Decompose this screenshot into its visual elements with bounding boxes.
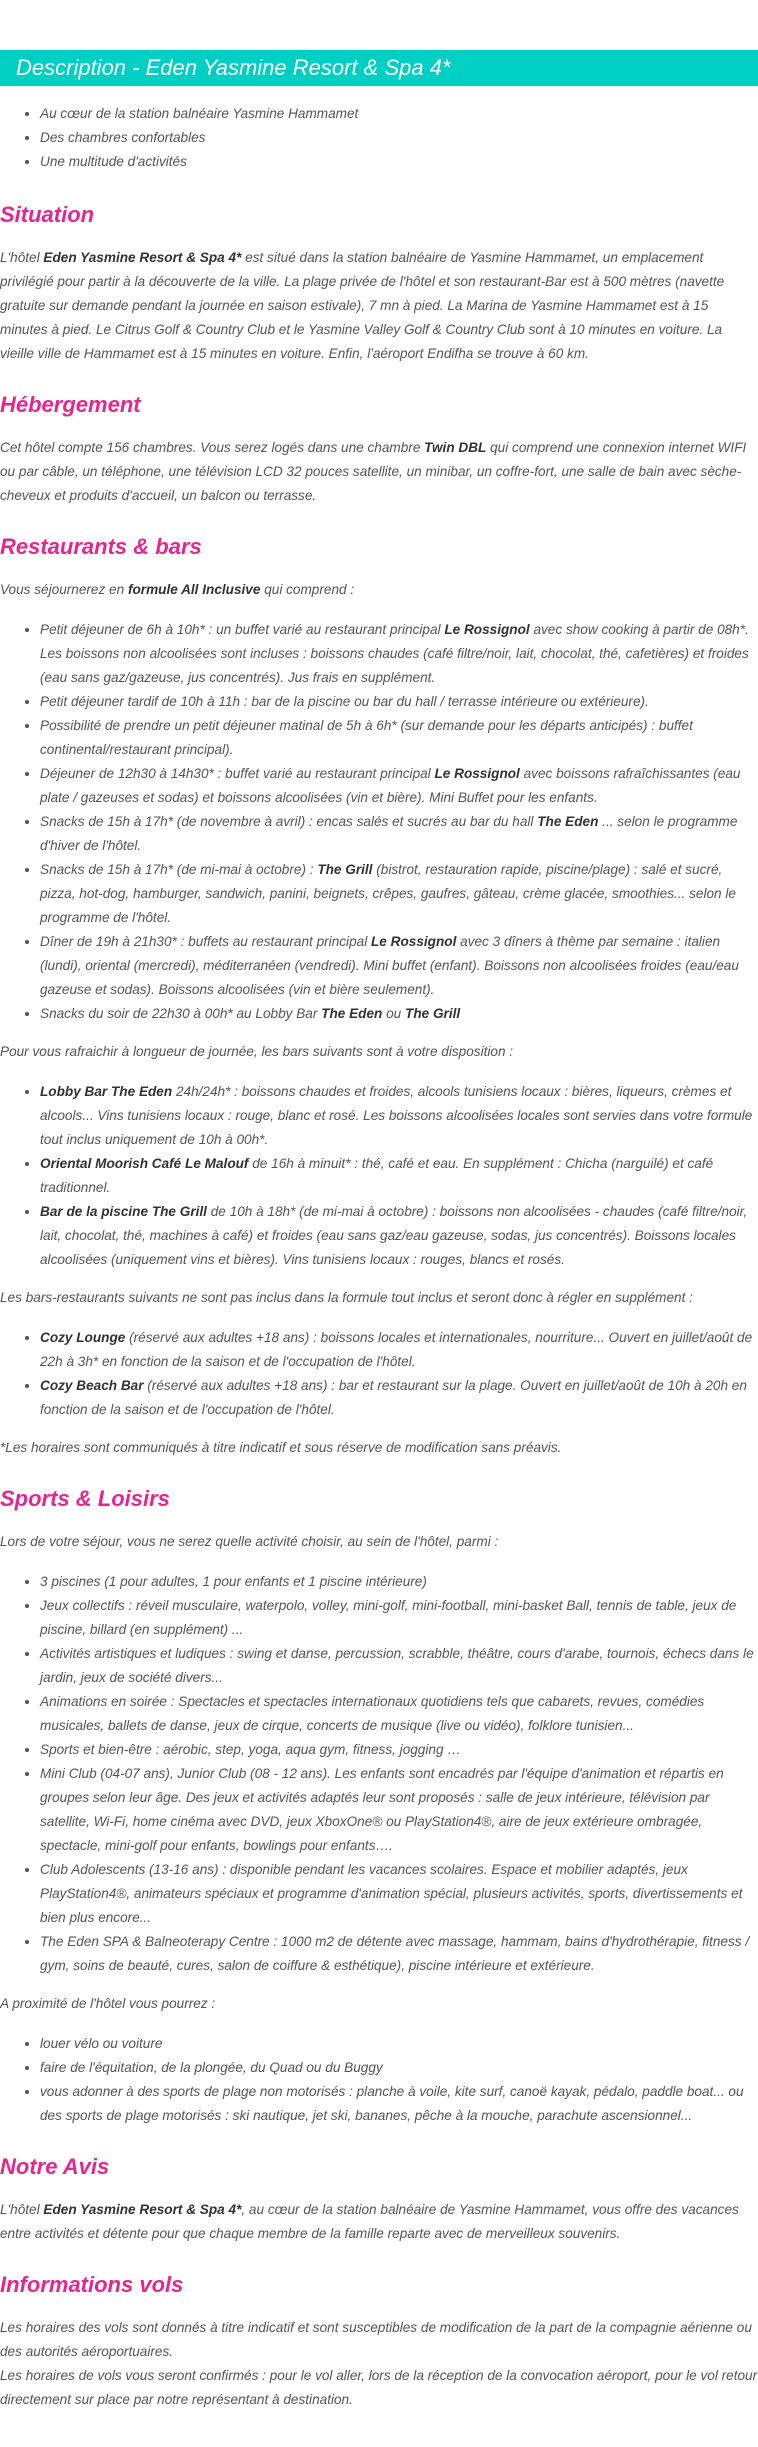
list-item: • Sports et bien-être : aérobic, step, yoga, aqua gym, fitness, jogging … (40, 1738, 758, 1762)
list-item: • Club Adolescents (13-16 ans) : disponible pendant les vacances scolaires. Espace et mobilier adaptés, jeux PlayStation4®, animateurs spéciaux et programme d'animation spécial, plusieurs activités, sports, divertissements et bien plus encore... (40, 1858, 758, 1930)
list-item: • 3 piscines (1 pour adultes, 1 pour enfants et 1 piscine intérieure) (40, 1570, 758, 1594)
list-item: • Déjeuner de 12h30 à 14h30* : buffet varié au restaurant principal Le Rossignol avec boissons rafraîchissantes (eau plate / gazeuses et sodas) et boissons alcoolisées (vin et bière). Mini Buffet pour les enfants. (40, 762, 758, 810)
list-item: • Snacks du soir de 22h30 à 00h* au Lobby Bar The Eden ou The Grill (40, 1002, 758, 1026)
list-item: • Activités artistiques et ludiques : swing et danse, percussion, scrabble, théâtre, cours d'arabe, tournois, échecs dans le jardin, jeux de société divers... (40, 1642, 758, 1690)
nearby-intro: A proximité de l'hôtel vous pourrez : (0, 1996, 216, 2011)
paid-bars-intro: Les bars-restaurants suivants ne sont pas inclus dans la formule tout inclus et seront donc à régler en supplément : (0, 1290, 693, 1305)
list-item: • Snacks de 15h à 17h* (de novembre à avril) : encas salés et sucrés au bar du hall The Eden ... selon le programme d'hiver de l'hôtel. (40, 810, 758, 858)
list-item: • louer vélo ou voiture (40, 2032, 758, 2056)
list-item: • Oriental Moorish Café Le Malouf de 16h à minuit* : thé, café et eau. En supplément : Chicha (narguilé) et café traditionnel. (40, 1152, 758, 1200)
list-item: • vous adonner à des sports de plage non motorisés : planche à voile, kite surf, canoë kayak, pédalo, paddle boat... ou des sports de plage motorisés : ski nautique, jet ski, bananes, pêche à la mouche, parachute ascensionnel... (40, 2080, 758, 2128)
list-item: • faire de l'équitation, de la plongée, du Quad ou du Buggy (40, 2056, 758, 2080)
list-item: • Cozy Beach Bar (réservé aux adultes +18 ans) : bar et restaurant sur la plage. Ouvert en juillet/août de 10h à 20h en fonction de la saison et de l'occupation de l'hôtel. (40, 1374, 758, 1422)
situation-text: L'hôtel Eden Yasmine Resort & Spa 4* est situé dans la station balnéaire de Yasmine Hammamet, un emplacement privilégié pour partir à la découverte de la ville. La plage privée de l'hôtel et son restaurant-Bar est à 500 mètres (navette gratuite sur demande pendant la journée en saison estivale), 7 mn à pied. La Marina de Yasmine Hammamet est à 15 minutes à pied. Le Citrus Golf & Country Club et le Yasmine Valley Golf & Country Club sont à 10 minutes en voiture. La vieille ville de Hammamet est à 15 minutes en voiture. Enfin, l'aéroport Endifha se trouve à 60 km. (0, 250, 725, 361)
sports-heading: Sports & Loisirs (0, 1486, 170, 1511)
vols-text (0, 2316, 758, 2412)
vols-heading: Informations vols (0, 2272, 184, 2297)
nearby-list (0, 2032, 758, 2128)
list-item: • Lobby Bar The Eden 24h/24h* : boissons chaudes et froides, alcools tunisiens locaux : bières, liqueurs, crèmes et alcools... Vins tunisiens locaux : rouge, blanc et rosé. Les boissons alcoolisées locales sont servies dans votre formule tout inclus uniquement de 10h à 00h*. (40, 1080, 758, 1152)
list-item: • Petit déjeuner de 6h à 10h* : un buffet varié au restaurant principal Le Rossignol avec show cooking à partir de 08h*. Les boissons non alcoolisées sont incluses : boissons chaudes (café filtre/noir, lait, chocolat, thé, cafetières) et froides (eau sans gaz/gazeuse, jus concentrés). Jus frais en supplément. (40, 618, 758, 690)
sports-intro: Lors de votre séjour, vous ne serez quelle activité choisir, au sein de l'hôtel, parmi : (0, 1534, 499, 1549)
list-item: • The Eden SPA & Balneoterapy Centre : 1000 m2 de détente avec massage, hammam, bains d'hydrothérapie, fitness / gym, soins de beauté, cures, salon de coiffure & esthétique), piscine intérieure et extérieure. (40, 1930, 758, 1978)
meals-list (0, 618, 758, 1026)
description-banner: Description - Eden Yasmine Resort & Spa 4* (0, 50, 758, 86)
page (0, 50, 758, 2412)
hours-note: *Les horaires sont communiqués à titre indicatif et sous réserve de modification sans préavis. (0, 1440, 562, 1455)
list-item: • Cozy Lounge (réservé aux adultes +18 ans) : boissons locales et internationales, nourriture... Ouvert en juillet/août de 22h à 3h* en fonction de la saison et de l'occupation de l'hôtel. (40, 1326, 758, 1374)
restaurants-heading: Restaurants & bars (0, 534, 202, 559)
list-item: • Animations en soirée : Spectacles et spectacles internationaux quotidiens tels que cabarets, revues, comédies musicales, ballets de danse, jeux de cirque, concerts de musique (live ou vidéo), folklore tunisien... (40, 1690, 758, 1738)
list-item: • Snacks de 15h à 17h* (de mi-mai à octobre) : The Grill (bistrot, restauration rapide, piscine/plage) : salé et sucré, pizza, hot-dog, hamburger, sandwich, panini, beignets, crêpes, gaufres, gâteau, crème glacée, smoothies... selon le programme de l'hôtel. (40, 858, 758, 930)
list-item: • Jeux collectifs : réveil musculaire, waterpolo, volley, mini-golf, mini-football, mini-basket Ball, tennis de table, jeux de piscine, billard (en supplément) ... (40, 1594, 758, 1642)
vols-line-2: Les horaires de vols vous seront confirmés : pour le vol aller, lors de la réception de la convocation aéroport, pour le vol retour directement sur place par notre représentant à destination. (0, 2368, 758, 2407)
list-item: • Dîner de 19h à 21h30* : buffets au restaurant principal Le Rossignol avec 3 dîners à thème par semaine : italien (lundi), oriental (mercredi), méditerranéen (vendredi). Mini buffet (enfant). Boissons non alcoolisées froides (eau/eau gazeuse et sodas). Boissons alcoolisées (vin et bière seulement). (40, 930, 758, 1002)
list-item: • Mini Club (04-07 ans), Junior Club (08 - 12 ans). Les enfants sont encadrés par l'équipe d'animation et répartis en groupes selon leur âge. Des jeux et activités adaptés leur sont proposés : salle de jeux intérieure, télévision par satellite, Wi-Fi, home cinéma avec DVD, jeux XboxOne® ou PlayStation4®, aire de jeux extérieure ombragée, spectacle, mini-golf pour enfants, bowlings pour enfants…. (40, 1762, 758, 1858)
avis-heading: Notre Avis (0, 2154, 110, 2179)
paid-bars-list (0, 1326, 758, 1422)
bars-intro: Pour vous rafraichir à longueur de journée, les bars suivants sont à votre disposition : (0, 1044, 514, 1059)
list-item: • Au cœur de la station balnéaire Yasmine Hammamet (40, 102, 758, 126)
avis-text: L'hôtel Eden Yasmine Resort & Spa 4*, au cœur de la station balnéaire de Yasmine Hammamet, vous offre des vacances entre activités et détente pour que chaque membre de la famille reparte avec de merveilleux souvenirs. (0, 2202, 739, 2241)
list-item: • Possibilité de prendre un petit déjeuner matinal de 5h à 6h* (sur demande pour les départs anticipés) : buffet continental/restaurant principal). (40, 714, 758, 762)
bars-list (0, 1080, 758, 1272)
restaurants-intro: Vous séjournerez en formule All Inclusive qui comprend : (0, 582, 355, 597)
hebergement-heading: Hébergement (0, 392, 141, 417)
list-item: • Bar de la piscine The Grill de 10h à 18h* (de mi-mai à octobre) : boissons non alcoolisées - chaudes (café filtre/noir, lait, chocolat, thé, machines à café) et froides (eau sans gaz/eau gazeuse, sodas, jus concentrés). Boissons locales alcoolisées (uniquement vins et bières). Vins tunisiens locaux : rouges, blancs et rosés. (40, 1200, 758, 1272)
vols-line-1: Les horaires des vols sont donnés à titre indicatif et sont susceptibles de modification de la part de la compagnie aérienne ou des autorités aéroportuaires. (0, 2320, 752, 2359)
list-item: • Des chambres confortables (40, 126, 758, 150)
situation-heading: Situation (0, 202, 95, 227)
list-item: • Petit déjeuner tardif de 10h à 11h : bar de la piscine ou bar du hall / terrasse intérieure ou extérieure). (40, 690, 758, 714)
activities-list (0, 1570, 758, 1978)
intro-list (0, 102, 758, 174)
hebergement-text: Cet hôtel compte 156 chambres. Vous serez logés dans une chambre Twin DBL qui comprend une connexion internet WIFI ou par câble, un téléphone, une télévision LCD 32 pouces satellite, un minibar, un coffre-fort, une salle de bain avec sèche-cheveux et produits d'accueil, un balcon ou terrasse. (0, 440, 747, 503)
list-item: • Une multitude d'activités (40, 150, 758, 174)
